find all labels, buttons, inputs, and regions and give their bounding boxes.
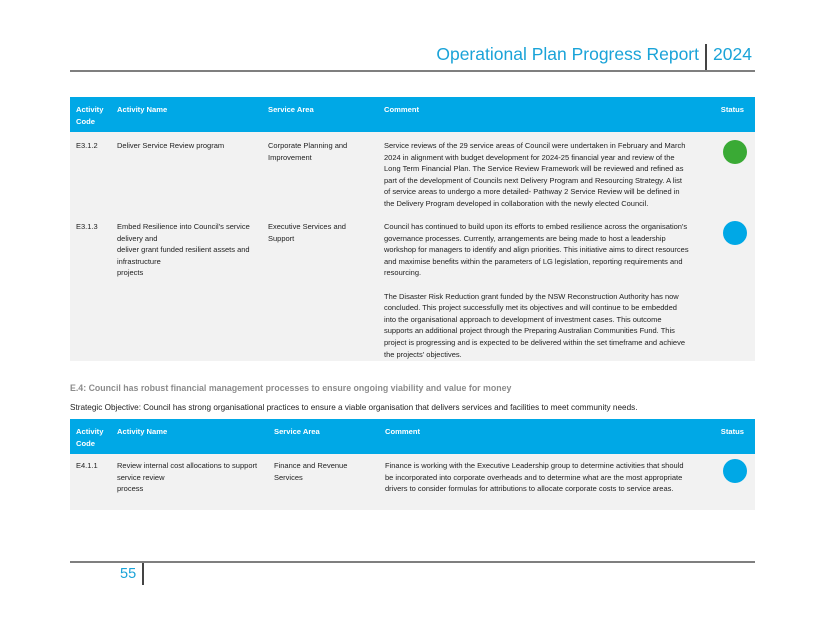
activity-code: E3.1.3 <box>76 222 98 231</box>
activity-name-line: Embed Resilience into Council's service delivery and <box>117 222 250 243</box>
service-area: Executive Services and Support <box>268 222 346 243</box>
comment-paragraph: Service reviews of the 29 service areas of Council were undertaken in February and March 2024 in alignment with budget development for 2024-25 financial year and review of the Long Term Financial Plan. The Service Review Framework will be reviewed and refined as part of the development of Councils next Delivery Program and Resourcing Strategy. A list of service areas to undergo a more detailed- Pathway 2 Service Review will be defined in the Delivery Program developed in collaboration with the newly elected Council. <box>384 141 686 208</box>
status-cell <box>713 454 755 510</box>
col-header-activity-code: Activity Code <box>76 105 104 126</box>
comment <box>379 454 713 510</box>
comment-paragraph: Finance is working with the Executive Leadership group to determine activities that should be incorporated into corporate overheads and to determine what are the most appropriate drivers to consider formulas for attributions to allocate corporate costs to service areas. <box>385 461 684 494</box>
activity-name-line: deliver grant funded resilient assets and infrastructure <box>117 245 250 266</box>
service-area: Finance and Revenue Services <box>274 461 348 482</box>
activity-name <box>111 213 262 361</box>
col-header-activity-name: Activity Name <box>117 427 168 436</box>
status-cell <box>709 213 755 361</box>
service-area: Corporate Planning and Improvement <box>268 141 348 162</box>
page-number: 55 <box>120 566 137 582</box>
report-year: 2024 <box>713 44 752 64</box>
table-header-row <box>70 419 755 454</box>
comment-paragraph: Council has continued to build upon its efforts to embed resilience across the organisation's governance processes. Currently, arrangements are being made to host a leadership workshop for managers to identify and align priorities. This initiative aims to direct resources and maximise benefits within the parameters of LG legislation, reporting requirements and resourcing. <box>384 222 689 278</box>
activities-table-e4 <box>70 419 755 510</box>
table-header-row <box>70 97 755 132</box>
table-row <box>70 132 755 213</box>
col-header-comment: Comment <box>384 105 420 114</box>
header-divider <box>705 44 707 70</box>
activity-name <box>111 132 262 213</box>
activities-table-e3 <box>70 97 755 361</box>
status-cell <box>709 132 755 213</box>
strategic-objective: Strategic Objective: Council has strong organisational practices to ensure a viable organisation that delivers services and facilities to meet community needs. <box>70 403 638 412</box>
activity-code: E3.1.2 <box>76 141 98 150</box>
footer-divider <box>142 563 144 585</box>
report-title: Operational Plan Progress Report <box>436 44 699 64</box>
table-row <box>70 454 755 510</box>
col-header-activity-code: Activity Code <box>76 427 104 448</box>
comment-paragraph: The Disaster Risk Reduction grant funded by the NSW Reconstruction Authority has now concluded. This project successfully met its objectives and will continue to be embedded into the organisational approach to development of investment cases. This outcome supports an additional project through the Preparing Australian Communities Fund. This project is progressing and is expected to be delivered within the set timeframe and achieve the projects' objectives. <box>384 291 685 359</box>
col-header-comment: Comment <box>385 427 421 436</box>
footer-rule <box>70 561 755 563</box>
activity-name-line: Review internal cost allocations to support service review <box>117 461 258 482</box>
comment <box>378 132 709 213</box>
status-indicator-blue <box>723 459 747 483</box>
activity-code: E4.1.1 <box>76 461 98 470</box>
activity-name <box>111 454 268 510</box>
comment <box>378 213 709 361</box>
status-indicator-green <box>723 140 747 164</box>
status-indicator-blue <box>723 221 747 245</box>
activity-name-line: Deliver Service Review program <box>117 141 225 150</box>
activity-name-line: projects <box>117 268 144 278</box>
col-header-activity-name: Activity Name <box>117 105 168 114</box>
col-header-service-area: Service Area <box>268 105 314 114</box>
activity-name-line: process <box>117 484 144 494</box>
section-heading: E.4: Council has robust financial management processes to ensure ongoing viability and value for money <box>70 383 512 393</box>
header-rule <box>70 70 755 72</box>
col-header-status: Status <box>720 427 744 436</box>
paragraph-spacer <box>384 279 689 291</box>
page-header <box>0 44 825 70</box>
col-header-service-area: Service Area <box>274 427 320 436</box>
col-header-status: Status <box>720 105 744 114</box>
table-row <box>70 213 755 361</box>
